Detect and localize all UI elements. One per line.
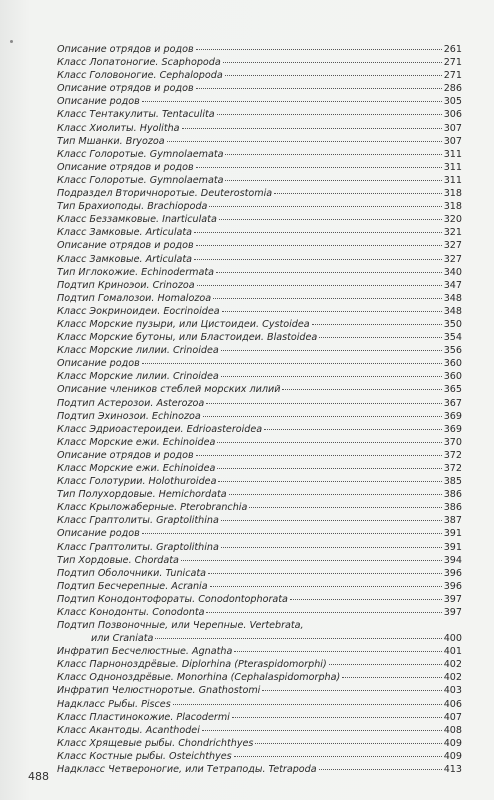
toc-entry-page: 409 (443, 750, 462, 762)
toc-entry-page: 305 (443, 96, 462, 108)
toc-entry-title: Класс Замковые. Articulata (57, 227, 193, 239)
dot-leader (234, 651, 441, 652)
toc-entry-title: Описание отрядов и родов (57, 449, 194, 461)
dot-leader (225, 180, 441, 181)
dot-leader (342, 677, 441, 678)
toc-entry-page: 400 (443, 633, 462, 645)
toc-entry-title: Тип Брахиоподы. Brachiopoda (57, 201, 208, 213)
toc-entry[interactable] (57, 449, 462, 462)
toc-entry-page: 401 (443, 646, 462, 658)
toc-entry-title: Класс Граптолиты. Graptolithina (57, 541, 219, 553)
toc-entry[interactable] (57, 658, 462, 671)
toc-entry-page: 356 (443, 345, 462, 357)
toc-entry-title: Класс Хиолиты. Hyolitha (57, 122, 180, 134)
toc-entry-page: 402 (443, 672, 462, 684)
dot-leader (229, 494, 442, 495)
toc-entry[interactable] (57, 698, 462, 711)
dot-leader (319, 337, 441, 338)
toc-entry[interactable] (57, 554, 462, 567)
toc-entry-page: 311 (443, 148, 462, 160)
dot-leader (255, 743, 441, 744)
toc-entry[interactable] (57, 292, 462, 305)
dot-leader (217, 442, 441, 443)
toc-entry-page: 271 (443, 70, 462, 82)
toc-entry-page: 286 (443, 83, 462, 95)
toc-entry[interactable] (57, 527, 462, 540)
toc-entry[interactable] (57, 213, 462, 226)
toc-entry[interactable] (57, 95, 462, 108)
toc-entry-page: 360 (443, 358, 462, 370)
dot-leader (221, 547, 442, 548)
toc-entry-title: Класс Граптолиты. Graptolithina (57, 515, 219, 527)
toc-entry[interactable] (57, 606, 462, 619)
toc-entry-title: Подтип Конодонтофораты. Conodontophorata (57, 593, 288, 605)
toc-entry[interactable] (57, 187, 462, 200)
dot-leader (196, 88, 442, 89)
toc-entry[interactable] (57, 331, 462, 344)
toc-entry-page: 402 (443, 659, 462, 671)
toc-entry-title: Описание члеников стеблей морских лилий (57, 384, 281, 396)
toc-entry[interactable] (57, 684, 462, 697)
toc-entry-page: 372 (443, 449, 462, 461)
toc-entry[interactable] (57, 423, 462, 436)
dot-leader (221, 520, 442, 521)
toc-entry-title-continued: или Craniata (91, 633, 154, 645)
dot-leader (264, 429, 442, 430)
toc-entry-page: 311 (443, 174, 462, 186)
toc-entry-title: Класс Голоротые. Gymnolaemata (57, 148, 224, 160)
toc-entry-title: Класс Замковые. Articulata (57, 253, 193, 265)
toc-entry-title: Описание родов (57, 528, 140, 540)
toc-entry[interactable] (57, 357, 462, 370)
dot-leader (194, 232, 442, 233)
toc-entry[interactable] (57, 43, 462, 56)
table-of-contents (57, 43, 462, 776)
toc-entry-title: Описание отрядов и родов (57, 161, 194, 173)
toc-entry[interactable] (57, 200, 462, 213)
toc-entry[interactable] (57, 514, 462, 527)
dot-leader (217, 468, 441, 469)
toc-entry[interactable] (57, 370, 462, 383)
toc-entry-page: 394 (443, 554, 462, 566)
toc-entry[interactable] (57, 671, 462, 684)
toc-entry[interactable] (57, 763, 462, 776)
dot-leader (196, 455, 442, 456)
dot-leader (225, 75, 442, 76)
toc-entry-title: Класс Эдриоастероидеи. Edrioasteroidea (57, 423, 263, 435)
toc-entry-title: Подтип Позвоночные, или Черепные. Vertebrata, (57, 620, 304, 632)
toc-entry[interactable] (57, 161, 462, 174)
dot-leader (181, 560, 442, 561)
toc-entry[interactable] (57, 711, 462, 724)
toc-entry-title: Класс Морские ежи. Echinoidea (57, 463, 216, 474)
toc-entry-page: 306 (443, 109, 462, 121)
toc-entry[interactable] (57, 82, 462, 95)
toc-entry-title: Класс Голоротые. Gymnolaemata (57, 174, 224, 186)
toc-entry[interactable] (57, 69, 462, 82)
dot-leader (196, 49, 442, 50)
toc-entry-title: Тип Полухордовые. Hemichordata (57, 489, 227, 501)
dot-leader (173, 704, 442, 705)
toc-entry-title: Тип Мшанки. Bryozoa (57, 135, 165, 147)
toc-entry-page: 347 (443, 279, 462, 291)
toc-entry-page: 348 (443, 305, 462, 317)
toc-entry-page: 320 (443, 214, 462, 226)
toc-entry-page: 327 (443, 240, 462, 252)
dot-leader (290, 599, 442, 600)
toc-entry-page: 369 (443, 423, 462, 435)
toc-entry-title: Тип Иглокожие. Echinodermata (57, 266, 215, 278)
toc-entry-page: 372 (443, 463, 462, 474)
toc-entry-page: 406 (443, 698, 462, 710)
dot-leader (249, 507, 441, 508)
toc-entry-title: Класс Морские лилии. Crinoidea (57, 371, 219, 383)
toc-entry[interactable] (57, 56, 462, 69)
toc-entry[interactable] (57, 475, 462, 488)
dot-leader (218, 481, 441, 482)
toc-entry-title: Подтип Эхинозои. Echinozoa (57, 410, 201, 422)
toc-entry[interactable] (57, 488, 462, 501)
toc-entry-title: Описание отрядов и родов (57, 44, 194, 55)
toc-entry[interactable] (57, 645, 462, 658)
dot-leader (167, 141, 442, 142)
toc-entry-title: Класс Морские пузыри, или Цистоидеи. Cystoidea (57, 318, 310, 330)
toc-entry[interactable] (57, 305, 462, 318)
toc-entry-title: Класс Морские лилии. Crinoidea (57, 345, 219, 357)
toc-entry-page: 385 (443, 476, 462, 488)
toc-entry[interactable] (57, 383, 462, 396)
toc-entry-page: 367 (443, 397, 462, 409)
toc-entry[interactable] (57, 580, 462, 593)
page-number: 488 (28, 770, 49, 783)
toc-entry[interactable] (57, 397, 462, 410)
dot-leader (206, 612, 441, 613)
toc-entry-page: 354 (443, 332, 462, 344)
toc-entry-title: Тип Хордовые. Chordata (57, 554, 179, 566)
toc-entry[interactable] (57, 501, 462, 514)
toc-entry[interactable] (57, 541, 462, 554)
toc-entry-page: 350 (443, 318, 462, 330)
toc-entry-page: 413 (443, 763, 462, 775)
toc-entry-title: Класс Беззамковые. Inarticulata (57, 214, 217, 226)
toc-entry-page: 387 (443, 515, 462, 527)
toc-entry-title: Описание родов (57, 358, 140, 370)
dot-leader (142, 101, 442, 102)
toc-entry[interactable] (57, 593, 462, 606)
toc-entry-title: Инфратип Челюстноротые. Gnathostomi (57, 685, 261, 697)
dot-leader (217, 114, 442, 115)
dot-leader (219, 219, 442, 220)
dot-leader (142, 363, 442, 364)
toc-entry-page: 396 (443, 580, 462, 592)
toc-entry-title: Описание отрядов и родов (57, 83, 194, 95)
toc-entry-page: 396 (443, 567, 462, 579)
toc-entry-page: 386 (443, 502, 462, 514)
toc-entry-title: Класс Пластинокожие. Placodermi (57, 711, 230, 723)
toc-entry-title: Надкласс Рыбы. Pisces (57, 698, 171, 710)
dot-leader (208, 573, 442, 574)
toc-entry[interactable] (57, 253, 462, 266)
dot-leader (222, 311, 442, 312)
toc-entry-title: Подтип Криноэои. Crinozoa (57, 279, 195, 291)
dot-leader (155, 638, 441, 639)
dot-leader (206, 403, 441, 404)
toc-entry-page: 391 (443, 528, 462, 540)
toc-entry[interactable] (57, 122, 462, 135)
dot-leader (196, 245, 442, 246)
toc-entry-title: Класс Головоногие. Cephalopoda (57, 70, 223, 82)
dot-leader (234, 756, 442, 757)
toc-entry[interactable] (57, 344, 462, 357)
toc-entry[interactable] (57, 266, 462, 279)
toc-entry[interactable] (57, 462, 462, 475)
toc-entry-title: Класс Эокриноидеи. Eocrinoidea (57, 305, 220, 317)
toc-entry[interactable] (57, 619, 462, 645)
toc-entry-title: Класс Акантоды. Acanthodei (57, 724, 200, 736)
toc-entry-page: 318 (443, 188, 462, 200)
dot-leader (232, 717, 442, 718)
toc-entry[interactable] (57, 148, 462, 161)
dot-leader (225, 154, 441, 155)
toc-entry-title: Класс Костные рыбы. Osteichthyes (57, 750, 232, 762)
toc-entry[interactable] (57, 436, 462, 449)
toc-entry-page: 391 (443, 541, 462, 553)
dot-leader (197, 285, 442, 286)
toc-entry[interactable] (57, 279, 462, 292)
toc-entry-title: Класс Одноноздрёвые. Monorhina (Cephalaspidomorpha) (57, 672, 341, 684)
toc-entry[interactable] (57, 135, 462, 148)
toc-entry-title: Описание отрядов и родов (57, 240, 194, 252)
toc-entry-title: Класс Крыложаберные. Pterobranchia (57, 502, 248, 514)
dot-leader (194, 259, 442, 260)
toc-entry-page: 307 (443, 135, 462, 147)
toc-entry-title: Класс Морские бутоны, или Бластоидеи. Blastoidea (57, 332, 318, 344)
toc-entry[interactable] (57, 174, 462, 187)
dot-leader (210, 586, 442, 587)
toc-entry-page: 348 (443, 292, 462, 304)
toc-entry-title: Класс Голотурии. Holothuroidea (57, 476, 217, 488)
toc-entry-page: 307 (443, 122, 462, 134)
dot-leader (142, 533, 442, 534)
toc-entry[interactable] (57, 108, 462, 121)
toc-entry-title: Класс Тентакулиты. Tentaculita (57, 109, 215, 121)
toc-entry[interactable] (57, 724, 462, 737)
dot-leader (312, 324, 442, 325)
margin-dot (10, 40, 13, 43)
toc-entry[interactable] (57, 737, 462, 750)
dot-leader (213, 298, 442, 299)
toc-entry-page: 386 (443, 489, 462, 501)
toc-entry-title: Описание родов (57, 96, 140, 108)
toc-entry-title: Подтип Гомалозои. Homalozoa (57, 292, 212, 304)
toc-entry-title: Класс Парноноздрёвые. Diplorhina (Pteraspidomorphi) (57, 659, 327, 671)
toc-entry-page: 311 (443, 161, 462, 173)
toc-entry[interactable] (57, 567, 462, 580)
dot-leader (182, 128, 442, 129)
toc-entry-page: 403 (443, 685, 462, 697)
dot-leader (202, 730, 442, 731)
dot-leader (203, 416, 442, 417)
toc-entry-page: 327 (443, 253, 462, 265)
dot-leader (196, 167, 442, 168)
toc-entry-page: 318 (443, 201, 462, 213)
toc-entry-title: Класс Лопатоногие. Scaphopoda (57, 57, 221, 69)
toc-entry-page: 407 (443, 711, 462, 723)
toc-entry-title: Инфратип Бесчелюстные. Agnatha (57, 646, 233, 658)
dot-leader (282, 389, 441, 390)
toc-entry-page: 340 (443, 266, 462, 278)
dot-leader (216, 272, 442, 273)
dot-leader (329, 664, 442, 665)
dot-leader (223, 62, 442, 63)
toc-entry-page: 370 (443, 436, 462, 448)
dot-leader (221, 376, 442, 377)
dot-leader (274, 193, 442, 194)
toc-entry-page: 369 (443, 410, 462, 422)
dot-leader (319, 769, 442, 770)
toc-entry[interactable] (57, 318, 462, 331)
toc-entry-page: 365 (443, 384, 462, 396)
toc-entry-page: 271 (443, 57, 462, 69)
toc-entry-title: Класс Хрящевые рыбы. Chondrichthyes (57, 737, 254, 749)
toc-entry-page: 360 (443, 371, 462, 383)
dot-leader (262, 690, 441, 691)
toc-entry-title: Подраздел Вторичноротые. Deuterostomia (57, 188, 273, 200)
toc-entry-title: Класс Морские ежи. Echinoidea (57, 436, 216, 448)
toc-entry-title: Надкласс Четвероногие, или Тетраподы. Tetrapoda (57, 763, 317, 775)
toc-entry-title: Подтип Оболочники. Tunicata (57, 567, 207, 579)
toc-entry[interactable] (57, 750, 462, 763)
toc-entry-page: 397 (443, 607, 462, 619)
toc-entry-title: Класс Конодонты. Conodonta (57, 607, 205, 619)
toc-entry-page: 321 (443, 227, 462, 239)
toc-entry[interactable] (57, 239, 462, 252)
toc-entry-page: 408 (443, 724, 462, 736)
toc-entry-page: 397 (443, 593, 462, 605)
toc-entry[interactable] (57, 226, 462, 239)
toc-entry-page: 261 (443, 44, 462, 55)
toc-entry[interactable] (57, 410, 462, 423)
toc-entry-title: Подтип Бесчерепные. Acrania (57, 580, 208, 592)
toc-entry-title: Подтип Астерозои. Asterozoa (57, 397, 205, 409)
dot-leader (209, 206, 441, 207)
dot-leader (221, 350, 442, 351)
toc-entry-page: 409 (443, 737, 462, 749)
